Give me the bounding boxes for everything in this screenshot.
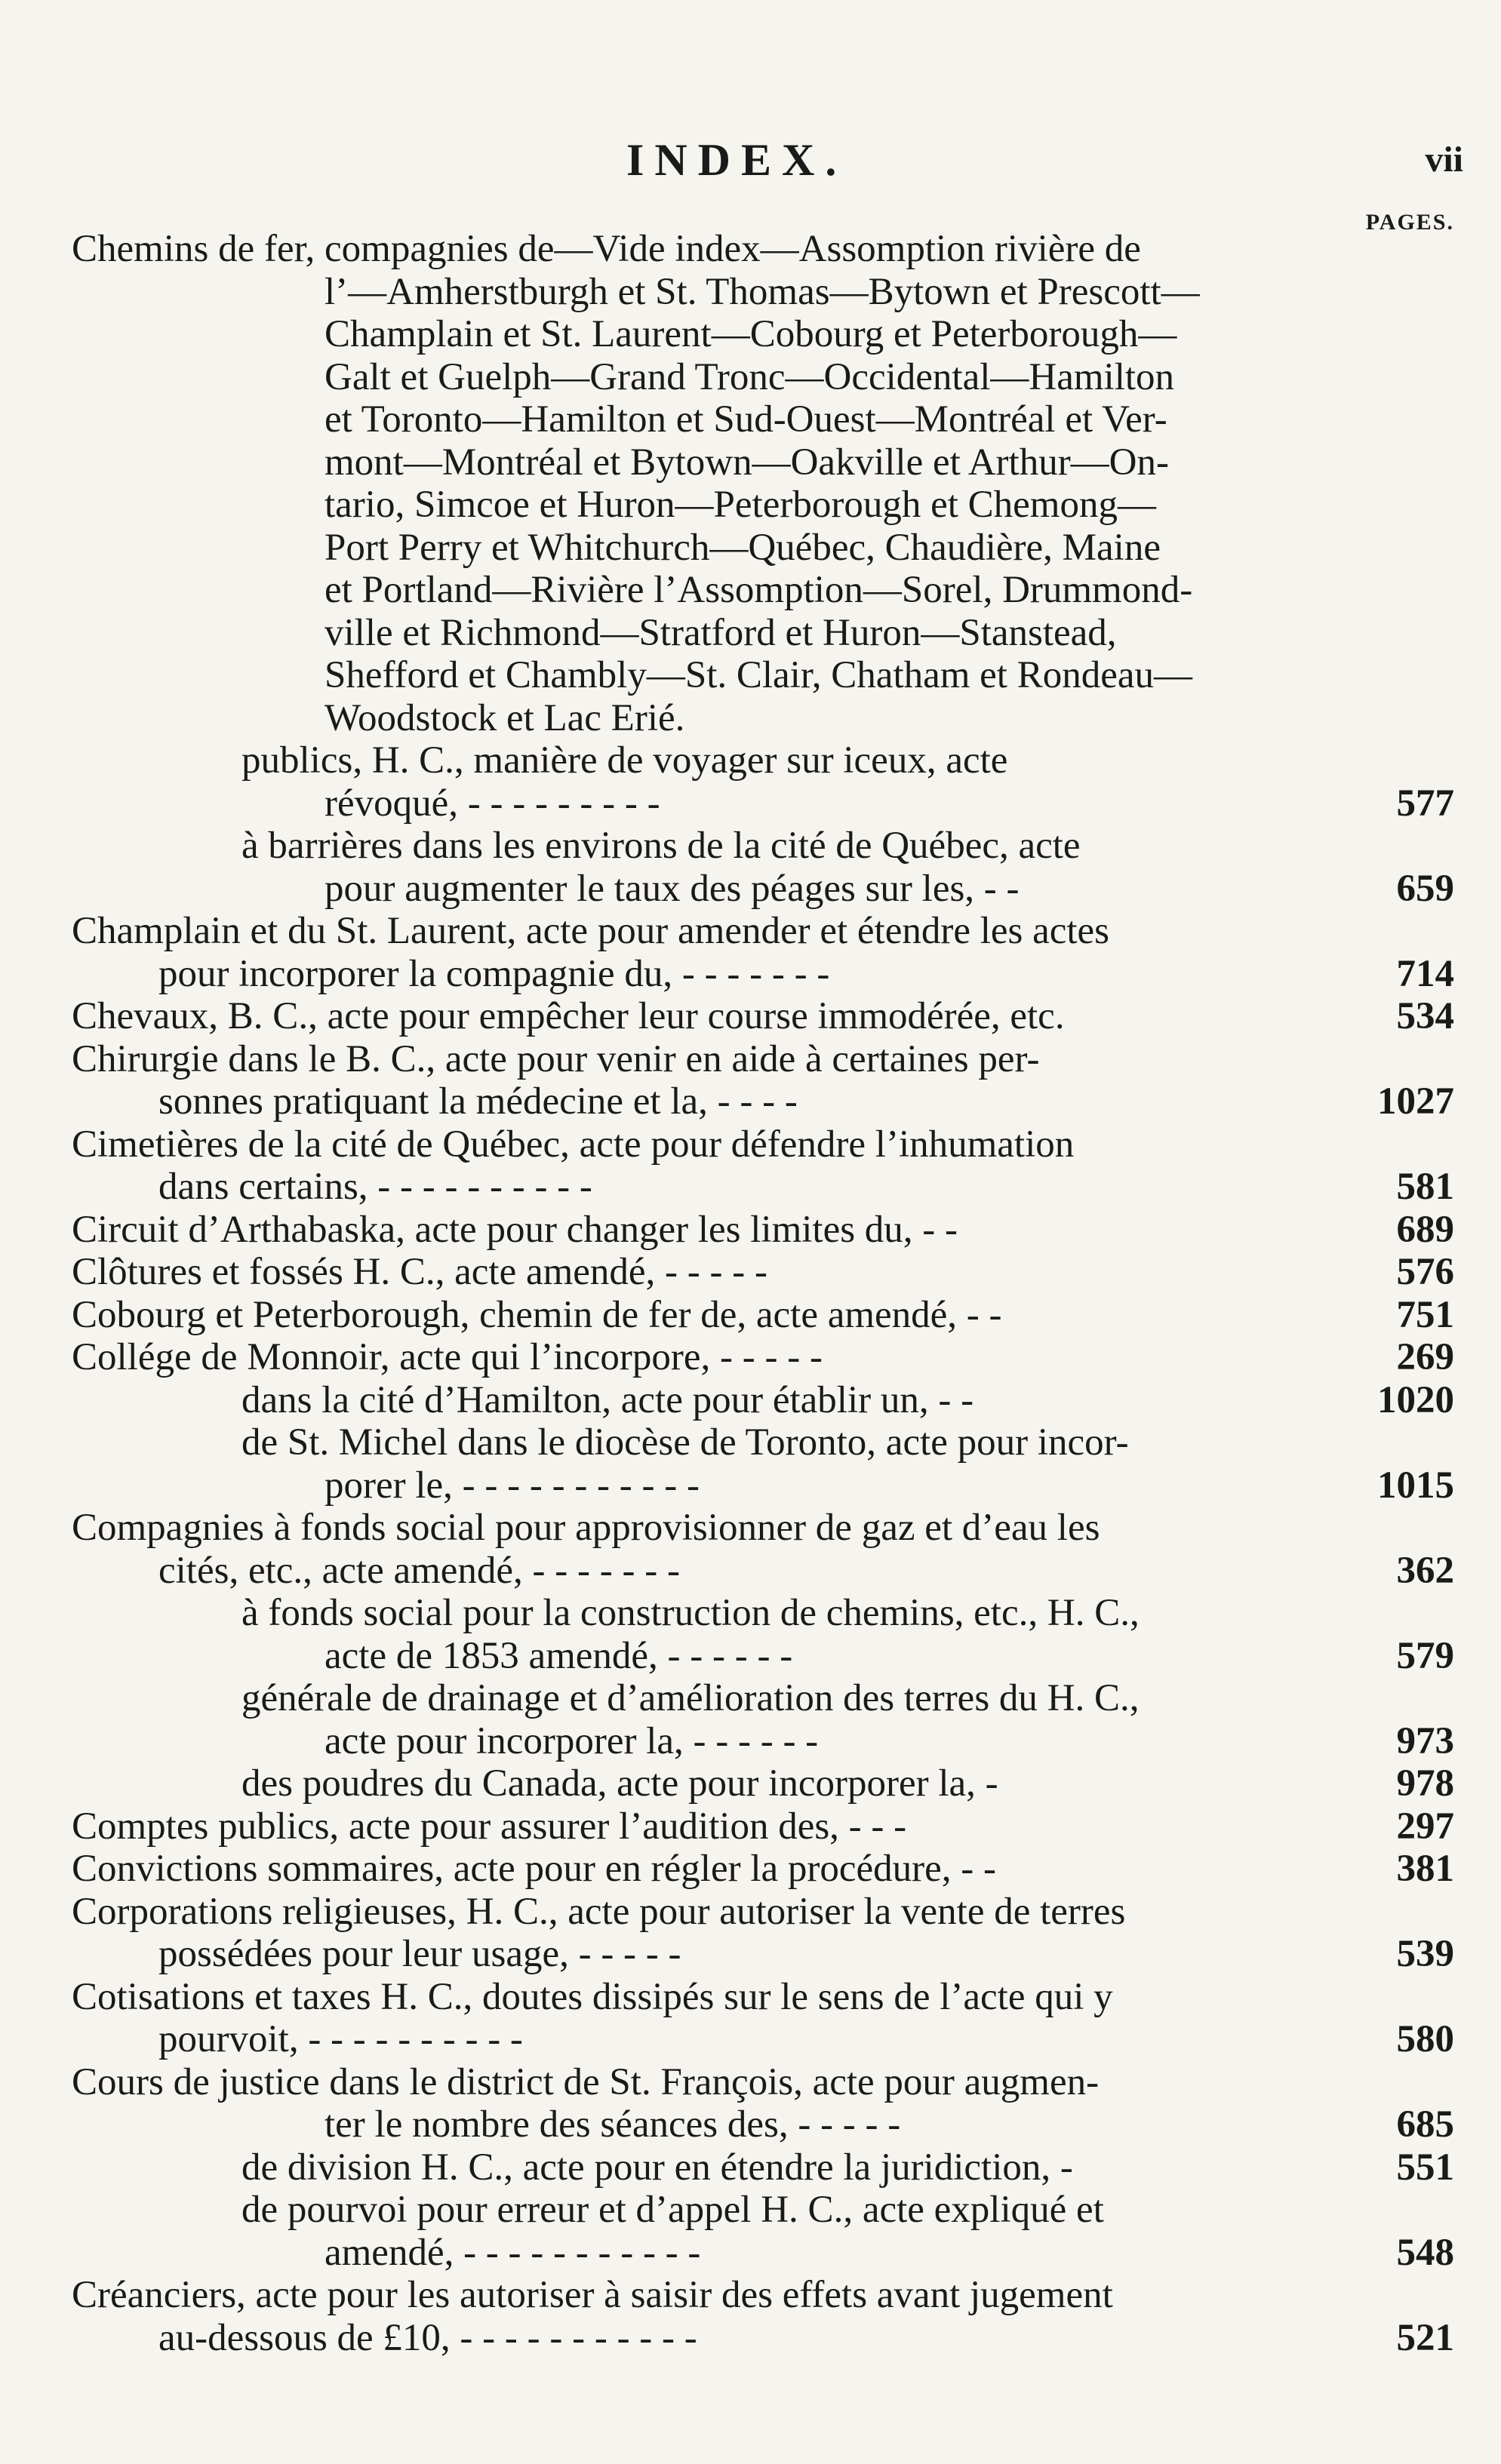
index-line-text: générale de drainage et d’amélioration des terres du H. C., xyxy=(241,1677,1140,1719)
index-line xyxy=(0,441,1501,484)
index-line xyxy=(0,910,1501,953)
index-line-text: Corporations religieuses, H. C., acte pour autoriser la vente de terres xyxy=(72,1890,1126,1933)
index-line-text: Comptes publics, acte pour assurer l’audition des, - - - xyxy=(72,1805,907,1848)
index-line xyxy=(0,398,1501,441)
index-line-page: 534 xyxy=(1396,995,1454,1037)
index-line-text: Cobourg et Peterborough, chemin de fer de, acte amendé, - - xyxy=(72,1293,1002,1336)
index-line xyxy=(0,1635,1501,1678)
index-line-page: 297 xyxy=(1396,1805,1454,1848)
index-line-text: tario, Simcoe et Huron—Peterborough et Chemong— xyxy=(324,484,1156,526)
index-line xyxy=(0,654,1501,697)
index-line xyxy=(0,1677,1501,1720)
index-line xyxy=(0,995,1501,1038)
index-line-text: amendé, - - - - - - - - - - - xyxy=(324,2231,701,2274)
index-line-text: acte pour incorporer la, - - - - - - xyxy=(324,1719,819,1762)
index-line xyxy=(0,1251,1501,1294)
index-line xyxy=(0,953,1501,996)
index-line xyxy=(0,1464,1501,1507)
index-line-text: Champlain et du St. Laurent, acte pour amender et étendre les actes xyxy=(72,910,1110,952)
index-line-text: Collége de Monnoir, acte qui l’incorpore, - - - - - xyxy=(72,1336,823,1378)
index-line-page: 685 xyxy=(1396,2103,1454,2146)
index-line-text: Cimetières de la cité de Québec, acte pour défendre l’inhumation xyxy=(72,1123,1075,1166)
index-line-text: Chevaux, B. C., acte pour empêcher leur course immodérée, etc. xyxy=(72,995,1065,1037)
index-line-text: acte de 1853 amendé, - - - - - - xyxy=(324,1634,793,1677)
index-line xyxy=(0,1336,1501,1379)
index-line-text: Chirurgie dans le B. C., acte pour venir en aide à certaines per- xyxy=(72,1037,1040,1080)
index-line-page: 521 xyxy=(1396,2316,1454,2359)
page-title: INDEX. xyxy=(626,135,847,185)
index-line-page: 539 xyxy=(1396,1933,1454,1975)
index-line xyxy=(0,825,1501,868)
index-line-text: et Toronto—Hamilton et Sud-Ouest—Montréal et Ver- xyxy=(324,398,1167,441)
index-line-page: 577 xyxy=(1396,782,1454,825)
index-line xyxy=(0,1421,1501,1464)
index-line-page: 1015 xyxy=(1377,1464,1454,1507)
index-line-page: 751 xyxy=(1396,1293,1454,1336)
index-line-text: ville et Richmond—Stratford et Huron—Stanstead, xyxy=(324,611,1117,654)
index-line-text: Shefford et Chambly—St. Clair, Chatham et Rondeau— xyxy=(324,654,1193,696)
index-line-text: et Portland—Rivière l’Assomption—Sorel, Drummond- xyxy=(324,569,1193,611)
index-line-text: Compagnies à fonds social pour approvisionner de gaz et d’eau les xyxy=(72,1507,1100,1549)
index-line-text: à fonds social pour la construction de chemins, etc., H. C., xyxy=(241,1592,1140,1634)
index-line-text: possédées pour leur usage, - - - - - xyxy=(158,1933,681,1975)
index-line xyxy=(0,1507,1501,1550)
index-line-text: dans certains, - - - - - - - - - - xyxy=(158,1166,592,1208)
index-line-text: pour augmenter le taux des péages sur les, - - xyxy=(324,867,1020,910)
index-line-text: Galt et Guelph—Grand Tronc—Occidental—Hamilton xyxy=(324,355,1175,398)
index-line-page: 1027 xyxy=(1377,1080,1454,1123)
index-line xyxy=(0,1080,1501,1123)
index-line xyxy=(0,1038,1501,1081)
index-line-page: 689 xyxy=(1396,1208,1454,1251)
index-line xyxy=(0,739,1501,782)
index-line-text: l’—Amherstburgh et St. Thomas—Bytown et Prescott— xyxy=(324,270,1200,313)
index-line-text: sonnes pratiquant la médecine et la, - - - - xyxy=(158,1080,798,1123)
index-line-text: Clôtures et fossés H. C., acte amendé, - - - - - xyxy=(72,1251,767,1293)
index-line xyxy=(0,1976,1501,2019)
index-line xyxy=(0,569,1501,612)
index-line-text: Cotisations et taxes H. C., doutes dissipés sur le sens de l’acte qui y xyxy=(72,1975,1113,2018)
index-line xyxy=(0,612,1501,655)
index-entries xyxy=(0,228,1501,2359)
index-line-page: 714 xyxy=(1396,952,1454,995)
page-number: vii xyxy=(1425,140,1463,180)
index-line xyxy=(0,2018,1501,2061)
index-line-text: Circuit d’Arthabaska, acte pour changer les limites du, - - xyxy=(72,1208,958,1251)
index-line xyxy=(0,1933,1501,1976)
index-line-page: 381 xyxy=(1396,1848,1454,1890)
index-line-text: dans la cité d’Hamilton, acte pour établir un, - - xyxy=(241,1378,974,1421)
index-line xyxy=(0,1379,1501,1422)
index-line-text: au-dessous de £10, - - - - - - - - - - - xyxy=(158,2316,697,2359)
index-line-text: cités, etc., acte amendé, - - - - - - - xyxy=(158,1549,680,1592)
index-line xyxy=(0,356,1501,399)
index-line-text: de pourvoi pour erreur et d’appel H. C., acte expliqué et xyxy=(241,2189,1104,2231)
page-header xyxy=(0,134,1501,235)
index-line-text: à barrières dans les environs de la cité de Québec, acte xyxy=(241,825,1081,867)
index-line-text: pour incorporer la compagnie du, - - - - - - - xyxy=(158,952,830,995)
index-line xyxy=(0,2274,1501,2317)
index-line xyxy=(0,1720,1501,1763)
index-line xyxy=(0,1166,1501,1209)
index-line xyxy=(0,1891,1501,1934)
index-line xyxy=(0,1592,1501,1635)
index-line-page: 581 xyxy=(1396,1166,1454,1208)
index-line-text: Créanciers, acte pour les autoriser à saisir des effets avant jugement xyxy=(72,2274,1113,2316)
index-line xyxy=(0,1209,1501,1252)
index-line-page: 551 xyxy=(1396,2146,1454,2189)
index-line xyxy=(0,868,1501,911)
pages-column-label: PAGES. xyxy=(1365,210,1454,235)
index-line xyxy=(0,313,1501,356)
index-line xyxy=(0,2103,1501,2146)
index-line-text: Cours de justice dans le district de St. François, acte pour augmen- xyxy=(72,2060,1100,2103)
index-line-text: mont—Montréal et Bytown—Oakville et Arthur—On- xyxy=(324,441,1169,484)
index-line xyxy=(0,782,1501,825)
index-line-text: des poudres du Canada, acte pour incorporer la, - xyxy=(241,1762,998,1805)
index-line xyxy=(0,271,1501,314)
index-line xyxy=(0,484,1501,527)
index-line-text: ter le nombre des séances des, - - - - - xyxy=(324,2103,901,2146)
index-line-page: 659 xyxy=(1396,867,1454,910)
index-line xyxy=(0,2146,1501,2189)
index-line xyxy=(0,2189,1501,2232)
index-line-text: de St. Michel dans le diocèse de Toronto, acte pour incor- xyxy=(241,1421,1129,1464)
index-line-text: Woodstock et Lac Erié. xyxy=(324,696,685,739)
index-line-page: 973 xyxy=(1396,1719,1454,1762)
index-line-text: pourvoit, - - - - - - - - - - xyxy=(158,2018,523,2060)
index-line xyxy=(0,527,1501,570)
index-line-page: 362 xyxy=(1396,1549,1454,1592)
index-line-text: révoqué, - - - - - - - - - xyxy=(324,782,660,825)
index-line-page: 978 xyxy=(1396,1762,1454,1805)
index-line-text: porer le, - - - - - - - - - - - xyxy=(324,1464,700,1507)
index-line xyxy=(0,1550,1501,1593)
index-line xyxy=(0,2317,1501,2360)
index-line-page: 580 xyxy=(1396,2018,1454,2060)
index-line-text: Chemins de fer, compagnies de—Vide index—Assomption rivière de xyxy=(72,228,1141,270)
index-line-page: 579 xyxy=(1396,1634,1454,1677)
index-line-page: 269 xyxy=(1396,1336,1454,1378)
index-line xyxy=(0,2061,1501,2104)
index-line xyxy=(0,1805,1501,1848)
index-line xyxy=(0,697,1501,740)
index-line-text: Champlain et St. Laurent—Cobourg et Peterborough— xyxy=(324,313,1177,355)
index-line xyxy=(0,228,1501,271)
index-line xyxy=(0,1848,1501,1891)
index-line-text: Port Perry et Whitchurch—Québec, Chaudière, Maine xyxy=(324,526,1161,569)
index-line xyxy=(0,1123,1501,1166)
index-line xyxy=(0,2232,1501,2275)
index-line xyxy=(0,1762,1501,1805)
index-line-page: 548 xyxy=(1396,2231,1454,2274)
index-line-page: 1020 xyxy=(1377,1378,1454,1421)
index-line-text: publics, H. C., manière de voyager sur iceux, acte xyxy=(241,739,1008,782)
index-line xyxy=(0,1294,1501,1337)
index-line-text: de division H. C., acte pour en étendre la juridiction, - xyxy=(241,2146,1073,2189)
index-line-page: 576 xyxy=(1396,1251,1454,1293)
index-line-text: Convictions sommaires, acte pour en régler la procédure, - - xyxy=(72,1848,996,1890)
